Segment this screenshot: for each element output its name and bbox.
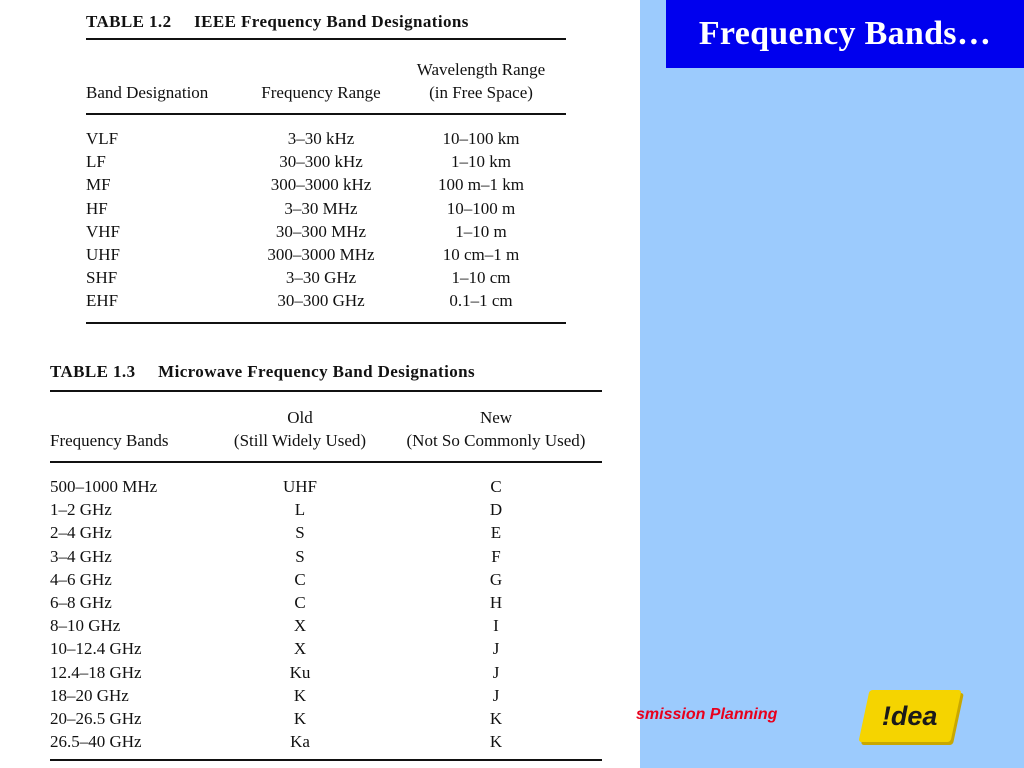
table-1-2 [86, 10, 566, 324]
new-designation-cell: K [489, 709, 503, 729]
band-cell: MF [86, 175, 111, 195]
table-row [50, 498, 602, 521]
new-designation-cell: H [489, 593, 503, 613]
table-row [86, 220, 566, 243]
old-designation-cell: S [295, 546, 305, 566]
frequency-band-cell: 1–2 GHz [50, 500, 112, 520]
table-row [50, 730, 602, 760]
table-1-2-number: TABLE 1.2 [86, 12, 172, 31]
new-designation-cell: G [489, 569, 503, 589]
wavelength-cell: 1–10 cm [451, 268, 511, 288]
table-1-3 [50, 360, 602, 761]
old-designation-cell: K [293, 685, 307, 705]
frequency-band-cell: 12.4–18 GHz [50, 662, 142, 682]
old-designation-cell: Ku [289, 662, 311, 682]
old-designation-cell: X [293, 616, 307, 636]
frequency-cell: 300–3000 MHz [267, 245, 375, 265]
old-designation-cell: X [293, 639, 307, 659]
new-designation-cell: J [492, 639, 500, 659]
band-cell: LF [86, 152, 106, 172]
wavelength-cell: 1–10 m [455, 221, 507, 241]
frequency-cell: 30–300 kHz [279, 152, 363, 172]
wavelength-cell: 0.1–1 cm [449, 291, 513, 311]
old-designation-cell: L [294, 500, 306, 520]
table-row [50, 545, 602, 568]
table-1-2-caption [86, 10, 566, 38]
table-1-3-header-row [50, 391, 602, 462]
header-band-designation: Band Designation [86, 83, 209, 102]
new-designation-cell: D [489, 500, 503, 520]
table-1-3-grid [50, 390, 602, 761]
table-row [86, 114, 566, 150]
header-old [210, 391, 390, 462]
table-row [86, 173, 566, 196]
table-row [86, 243, 566, 266]
table-row [50, 521, 602, 544]
new-designation-cell: J [492, 685, 500, 705]
table-1-2-title: IEEE Frequency Band Designations [194, 12, 469, 31]
table-row [50, 661, 602, 684]
frequency-cell: 30–300 GHz [277, 291, 365, 311]
table-row [50, 684, 602, 707]
table-row [50, 462, 602, 498]
new-designation-cell: K [489, 732, 503, 752]
header-new [390, 391, 602, 462]
old-designation-cell: K [293, 709, 307, 729]
footer-transmission-planning-text: smission Planning [636, 706, 778, 723]
frequency-band-cell: 4–6 GHz [50, 569, 112, 589]
band-cell: EHF [86, 291, 119, 311]
header-old-line2: (Still Widely Used) [233, 431, 367, 450]
frequency-cell: 30–300 MHz [275, 221, 367, 241]
frequency-band-cell: 20–26.5 GHz [50, 709, 142, 729]
table-row [86, 197, 566, 220]
table-row [50, 614, 602, 637]
header-new-line1: New [479, 408, 513, 427]
table-row [50, 707, 602, 730]
frequency-band-cell: 18–20 GHz [50, 685, 129, 705]
header-wavelength-line1: Wavelength Range [416, 60, 546, 79]
frequency-cell: 3–30 MHz [284, 198, 358, 218]
table-row [50, 591, 602, 614]
old-designation-cell: C [294, 593, 306, 613]
header-new-line2: (Not So Commonly Used) [406, 431, 586, 450]
frequency-band-cell: 500–1000 MHz [50, 477, 158, 496]
frequency-band-cell: 2–4 GHz [50, 523, 112, 543]
wavelength-cell: 10–100 km [442, 129, 520, 148]
header-wavelength-line2: (in Free Space) [429, 83, 533, 102]
new-designation-cell: C [490, 477, 502, 496]
frequency-band-cell: 10–12.4 GHz [50, 639, 142, 659]
table-1-3-caption [50, 360, 602, 390]
old-designation-cell: C [294, 569, 306, 589]
header-old-line1: Old [287, 408, 313, 427]
band-cell: VHF [86, 221, 121, 241]
frequency-band-cell: 8–10 GHz [50, 616, 121, 636]
table-1-2-header-row [86, 39, 566, 114]
wavelength-cell: 10 cm–1 m [442, 245, 520, 265]
table-1-3-number: TABLE 1.3 [50, 362, 136, 381]
wavelength-cell: 100 m–1 km [438, 175, 524, 195]
frequency-cell: 300–3000 kHz [270, 175, 372, 195]
header-frequency-bands: Frequency Bands [50, 431, 169, 450]
wavelength-cell: 10–100 m [446, 198, 516, 218]
new-designation-cell: I [493, 616, 499, 636]
old-designation-cell: UHF [282, 477, 317, 496]
table-row [50, 568, 602, 591]
table-1-3-title: Microwave Frequency Band Designations [158, 362, 476, 381]
table-row [50, 637, 602, 660]
header-frequency-range: Frequency Range [261, 83, 381, 102]
table-row [86, 266, 566, 289]
new-designation-cell: J [492, 662, 500, 682]
table-1-2-grid [86, 38, 566, 324]
frequency-cell: 3–30 GHz [285, 268, 357, 288]
frequency-band-cell: 26.5–40 GHz [50, 732, 142, 752]
frequency-band-cell: 6–8 GHz [50, 593, 112, 613]
band-cell: VLF [86, 129, 119, 148]
slide-title: Frequency Bands… [666, 0, 1024, 68]
frequency-cell: 3–30 kHz [287, 129, 355, 148]
idea-logo-text: !dea [882, 700, 938, 731]
wavelength-cell: 1–10 km [451, 152, 511, 172]
table-row [86, 289, 566, 322]
old-designation-cell: S [295, 523, 305, 543]
idea-logo [858, 690, 961, 742]
band-cell: SHF [86, 268, 118, 288]
old-designation-cell: Ka [290, 732, 310, 752]
new-designation-cell: E [490, 523, 502, 543]
table-row [86, 150, 566, 173]
band-cell: HF [86, 198, 108, 218]
header-wavelength-range [396, 39, 566, 114]
new-designation-cell: F [491, 546, 501, 566]
band-cell: UHF [86, 245, 121, 265]
frequency-band-cell: 3–4 GHz [50, 546, 112, 566]
